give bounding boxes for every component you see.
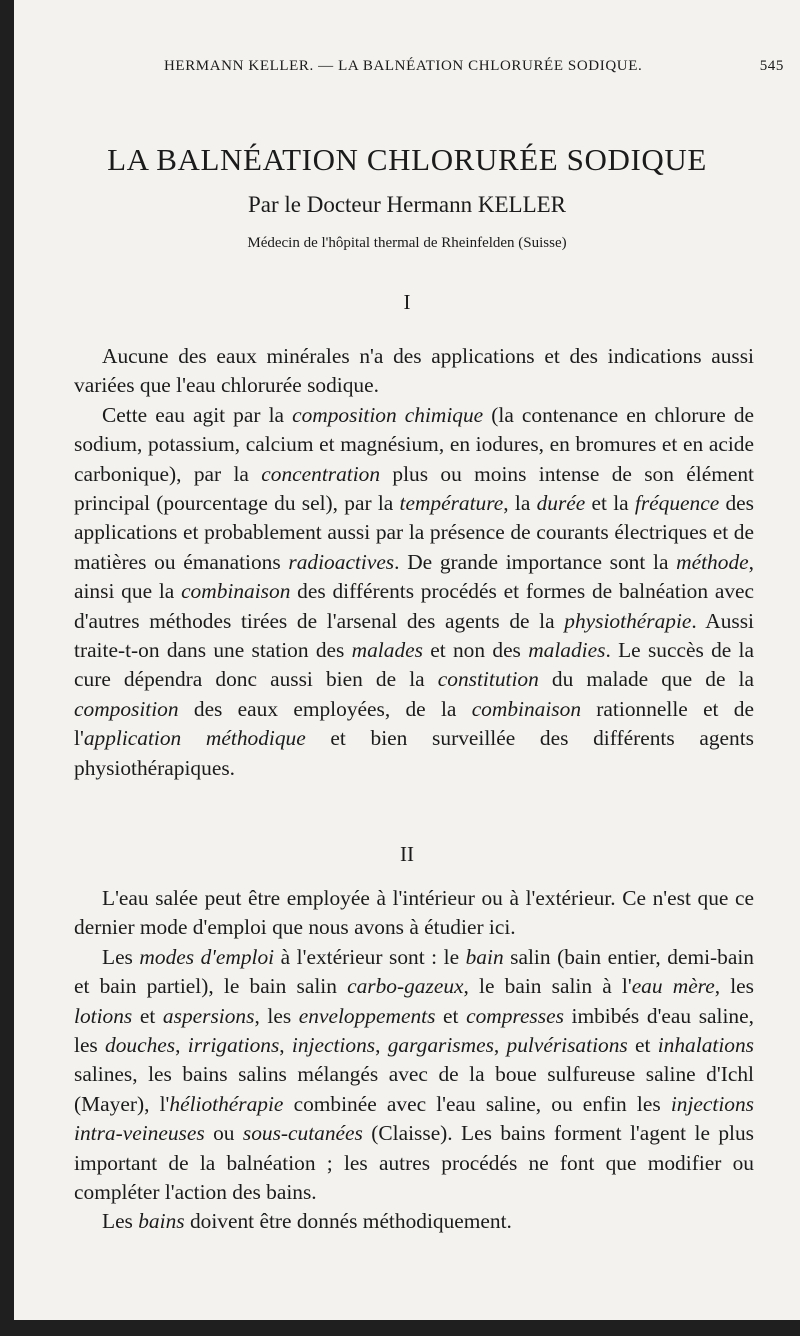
text-run: des applications et probablement aussi par la présence de courants électriques et de matières ou émanations — [74, 491, 754, 574]
italic-run: bain — [465, 944, 504, 969]
text-run: , le bain salin à l' — [463, 974, 632, 999]
paragraph — [74, 884, 754, 943]
text-run: et — [435, 1003, 467, 1028]
paragraph — [74, 943, 754, 1208]
italic-run: inhalations — [657, 1033, 754, 1058]
italic-run: douches — [105, 1033, 176, 1058]
text-run: rationnelle et de l' — [74, 696, 754, 751]
italic-run: radioactives — [288, 549, 395, 574]
text-run: du malade que de la — [538, 667, 754, 692]
italic-run: concentration — [261, 461, 381, 486]
text-run: et la — [585, 491, 635, 516]
italic-run: application méthodique — [83, 726, 306, 751]
paragraph — [74, 342, 754, 401]
section-heading-1: I — [403, 290, 411, 314]
italic-run: pulvérisations — [506, 1033, 628, 1058]
text-run: et non des — [422, 638, 529, 663]
author-affiliation: Médecin de l'hôpital thermal de Rheinfelden (Suisse) — [247, 235, 567, 251]
italic-run: eau mère — [631, 974, 715, 999]
paragraph — [74, 401, 754, 783]
italic-run: modes d'emploi — [139, 944, 275, 969]
text-run: Cette eau agit par la — [102, 402, 293, 427]
italic-run: aspersions — [162, 1003, 255, 1028]
italic-run: sous-cutanées — [242, 1121, 363, 1146]
text-run: salin (bain entier, demi-bain et bain partiel), le bain salin — [74, 944, 755, 999]
italic-run: gargarismes — [387, 1033, 494, 1058]
text-run: , les — [714, 974, 755, 999]
text-run: Aucune des eaux minérales n'a des applications et des indications aussi variées que l'eau chlorurée sodique. — [74, 344, 754, 398]
text-run: et bien surveillée des différents agents physiothérapiques. — [74, 726, 754, 780]
italic-run: méthode — [676, 549, 749, 574]
text-run: imbibés d'eau saline, les — [74, 1003, 754, 1058]
text-run: doivent être donnés méthodiquement. — [184, 1209, 512, 1234]
section-2-body — [74, 884, 754, 1237]
page-number: 545 — [759, 58, 784, 74]
text-run: , — [493, 1033, 507, 1058]
italic-run: constitution — [437, 667, 539, 692]
text-run: , — [375, 1033, 388, 1058]
italic-run: température — [399, 491, 504, 516]
text-run: L'eau salée peut être employée à l'intérieur ou à l'extérieur. Ce n'est que ce dernier mode d'emploi que nous avons à étudier ici. — [74, 886, 754, 940]
text-run: à l'extérieur sont : le — [274, 944, 466, 969]
text-run: , — [279, 1033, 292, 1058]
text-run: , — [175, 1033, 188, 1058]
text-run: plus ou moins intense de son élément principal (pourcentage du sel), par la — [74, 461, 754, 516]
italic-run: bains — [138, 1209, 185, 1234]
text-run: , ainsi que la — [74, 549, 754, 604]
italic-run: injections — [291, 1033, 376, 1058]
text-run: , la — [503, 491, 537, 516]
italic-run: compresses — [466, 1003, 564, 1028]
text-run: . De grande importance sont la — [394, 549, 677, 574]
text-run: des différents procédés et formes de balnéation avec d'autres méthodes tirées de l'arsenal des agents de la — [74, 579, 755, 633]
book-page — [14, 0, 800, 1320]
section-1-body — [74, 342, 754, 783]
italic-run: composition chimique — [292, 402, 484, 427]
section-heading-2: II — [400, 842, 414, 866]
italic-run: injections intra-veineuses — [74, 1091, 754, 1146]
italic-run: physiothérapie — [564, 608, 692, 633]
article-byline: Par le Docteur Hermann KELLER — [247, 192, 567, 217]
text-run: . Aussi traite-t-on dans une station des — [74, 608, 754, 663]
text-run: (Claisse). Les bains forment l'agent le plus important de la balnéation ; les autres procédés ne font que modifier ou compléter l'action des bains. — [74, 1121, 754, 1205]
text-run: des eaux employées, de la — [178, 696, 472, 721]
italic-run: durée — [536, 491, 586, 516]
italic-run: carbo-gazeux — [347, 974, 464, 999]
running-head-text: HERMANN KELLER. — LA BALNÉATION CHLORURÉE SODIQUE. — [164, 58, 643, 74]
text-run: ou — [204, 1121, 243, 1146]
italic-run: fréquence — [634, 491, 720, 516]
italic-run: composition — [74, 696, 179, 721]
text-run: , les — [254, 1003, 299, 1028]
text-run: salines, les bains salins mélangés avec de la boue sulfureuse saline d'Ichl (Mayer), l' — [74, 1062, 754, 1116]
italic-run: héliothérapie — [169, 1091, 284, 1116]
text-run: (la contenance en chlorure de sodium, potassium, calcium et magnésium, en iodures, en bromures et en acide carbonique), par la — [74, 402, 755, 486]
italic-run: maladies — [528, 638, 606, 663]
paragraph — [74, 1207, 754, 1236]
text-run: et — [132, 1003, 163, 1028]
italic-run: malades — [351, 638, 423, 663]
text-run: combinée avec l'eau saline, ou enfin les — [283, 1091, 671, 1116]
text-run: . Le succès de la cure dépendra donc aussi bien de la — [74, 638, 754, 692]
text-run: Les — [102, 944, 140, 969]
italic-run: enveloppements — [298, 1003, 436, 1028]
italic-run: combinaison — [471, 696, 582, 721]
italic-run: irrigations — [187, 1033, 280, 1058]
italic-run: lotions — [74, 1003, 133, 1028]
text-run: Les — [102, 1209, 139, 1234]
italic-run: combinaison — [181, 579, 291, 604]
text-run: et — [627, 1033, 658, 1058]
article-title: LA BALNÉATION CHLORURÉE SODIQUE — [107, 142, 707, 177]
